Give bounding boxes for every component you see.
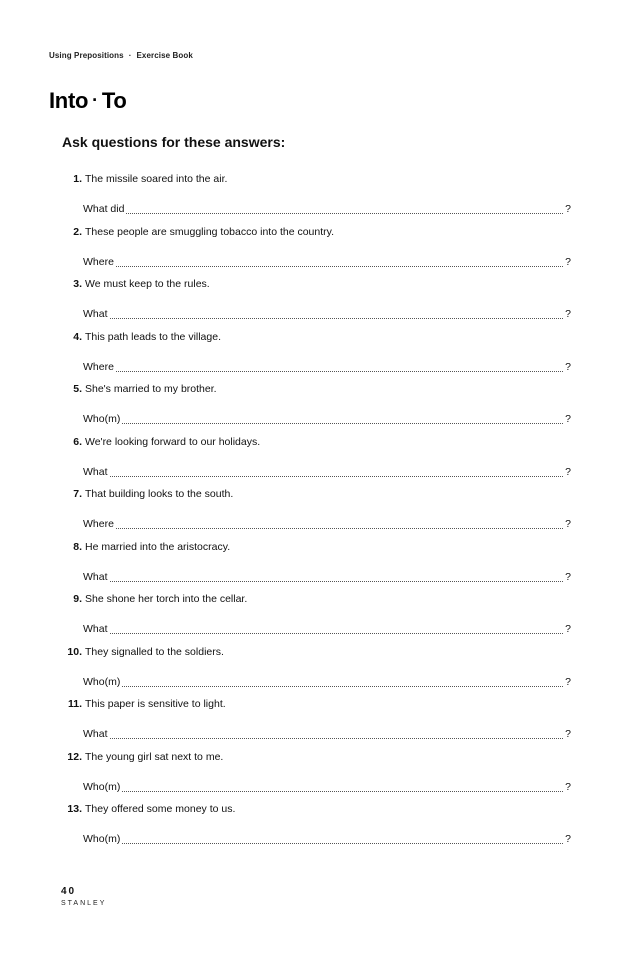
item-number: 7. [73,488,82,500]
answer-blank[interactable] [122,843,563,844]
item-number: 12. [67,750,82,763]
answer-blank[interactable] [110,738,564,739]
question-line [83,621,571,637]
exercise-item [0,486,638,539]
question-line [83,254,571,270]
question-line [83,201,571,217]
title-to: To [101,88,127,113]
question-starter: What [83,308,108,320]
question-mark: ? [565,570,571,583]
item-number: 3. [73,278,82,290]
exercise-item [0,696,638,749]
question-line [83,569,571,585]
book-title: Using Prepositions [49,51,124,60]
answer-blank[interactable] [116,266,563,267]
question-mark: ? [565,308,571,320]
exercise-item [0,381,638,434]
sentence-text: We're looking forward to our holidays. [85,435,261,448]
question-starter: What [83,465,108,478]
question-mark: ? [565,255,571,268]
title-into: Into [49,88,89,113]
exercise-item [0,434,638,487]
exercise-item [0,329,638,382]
answer-sentence [64,381,578,397]
sentence-text: She's married to my brother. [85,383,217,395]
sentence-text: This path leads to the village. [85,330,221,343]
question-starter: Where [83,255,114,268]
page-title [49,88,126,114]
answer-blank[interactable] [110,633,564,634]
item-number: 9. [73,593,82,605]
question-starter: What [83,623,108,635]
answer-sentence [64,276,578,292]
question-mark: ? [565,675,571,688]
question-mark: ? [565,203,571,215]
item-number: 1. [73,173,82,185]
item-number: 8. [73,540,82,553]
question-line [83,674,571,690]
item-number: 11. [67,698,82,710]
question-starter: Who(m) [83,780,121,793]
question-starter: Who(m) [83,833,121,845]
item-number: 10. [67,645,82,658]
question-starter: Who(m) [83,675,121,688]
question-mark: ? [565,360,571,373]
answer-blank[interactable] [122,791,563,792]
question-line [83,779,571,795]
running-head-separator: · [128,51,132,60]
running-head [49,51,193,60]
question-mark: ? [565,833,571,845]
question-starter: Who(m) [83,413,121,425]
answer-sentence [64,749,578,765]
answer-blank[interactable] [110,581,564,582]
answer-blank[interactable] [116,371,563,372]
answer-blank[interactable] [110,476,564,477]
exercise-item [0,539,638,592]
item-number: 13. [67,803,82,815]
answer-sentence [64,434,578,450]
answer-blank[interactable] [122,686,563,687]
exercise-item [0,749,638,802]
exercise-item [0,276,638,329]
answer-blank[interactable] [126,213,563,214]
sentence-text: That building looks to the south. [85,488,234,500]
exercise-list [0,171,638,854]
question-starter: Where [83,360,114,373]
sentence-text: The young girl sat next to me. [85,750,224,763]
question-mark: ? [565,728,571,740]
exercise-item [0,171,638,224]
answer-sentence [64,486,578,502]
answer-sentence [64,801,578,817]
answer-sentence [64,591,578,607]
question-mark: ? [565,465,571,478]
answer-sentence [64,224,578,240]
answer-blank[interactable] [116,528,563,529]
exercise-item [0,644,638,697]
question-mark: ? [565,623,571,635]
answer-sentence [64,644,578,660]
sentence-text: He married into the aristocracy. [85,540,231,553]
sentence-text: She shone her torch into the cellar. [85,593,248,605]
question-line [83,306,571,322]
sentence-text: They offered some money to us. [85,803,236,815]
publisher-name: STANLEY [61,900,107,907]
sentence-text: These people are smuggling tobacco into the country. [85,225,335,238]
question-starter: Where [83,518,114,530]
question-line [83,831,571,847]
question-line [83,516,571,532]
question-line [83,411,571,427]
item-number: 5. [73,383,82,395]
title-separator: · [92,90,98,110]
question-starter: What did [83,203,125,215]
exercise-instruction: Ask questions for these answers: [62,134,286,150]
question-line [83,726,571,742]
item-number: 2. [73,225,82,238]
sentence-text: This paper is sensitive to light. [85,698,226,710]
exercise-item [0,801,638,854]
question-mark: ? [565,413,571,425]
question-mark: ? [565,518,571,530]
answer-sentence [64,329,578,345]
answer-blank[interactable] [110,318,564,319]
sentence-text: We must keep to the rules. [85,278,210,290]
question-line [83,359,571,375]
answer-blank[interactable] [122,423,563,424]
answer-sentence [64,171,578,187]
exercise-item [0,224,638,277]
answer-sentence [64,696,578,712]
book-section: Exercise Book [136,51,193,60]
answer-sentence [64,539,578,555]
question-line [83,464,571,480]
question-starter: What [83,570,108,583]
sentence-text: The missile soared into the air. [85,173,228,185]
sentence-text: They signalled to the soldiers. [85,645,224,658]
page-number: 40 [61,886,77,897]
item-number: 4. [73,330,82,343]
exercise-item [0,591,638,644]
item-number: 6. [73,435,82,448]
question-starter: What [83,728,108,740]
question-mark: ? [565,780,571,793]
